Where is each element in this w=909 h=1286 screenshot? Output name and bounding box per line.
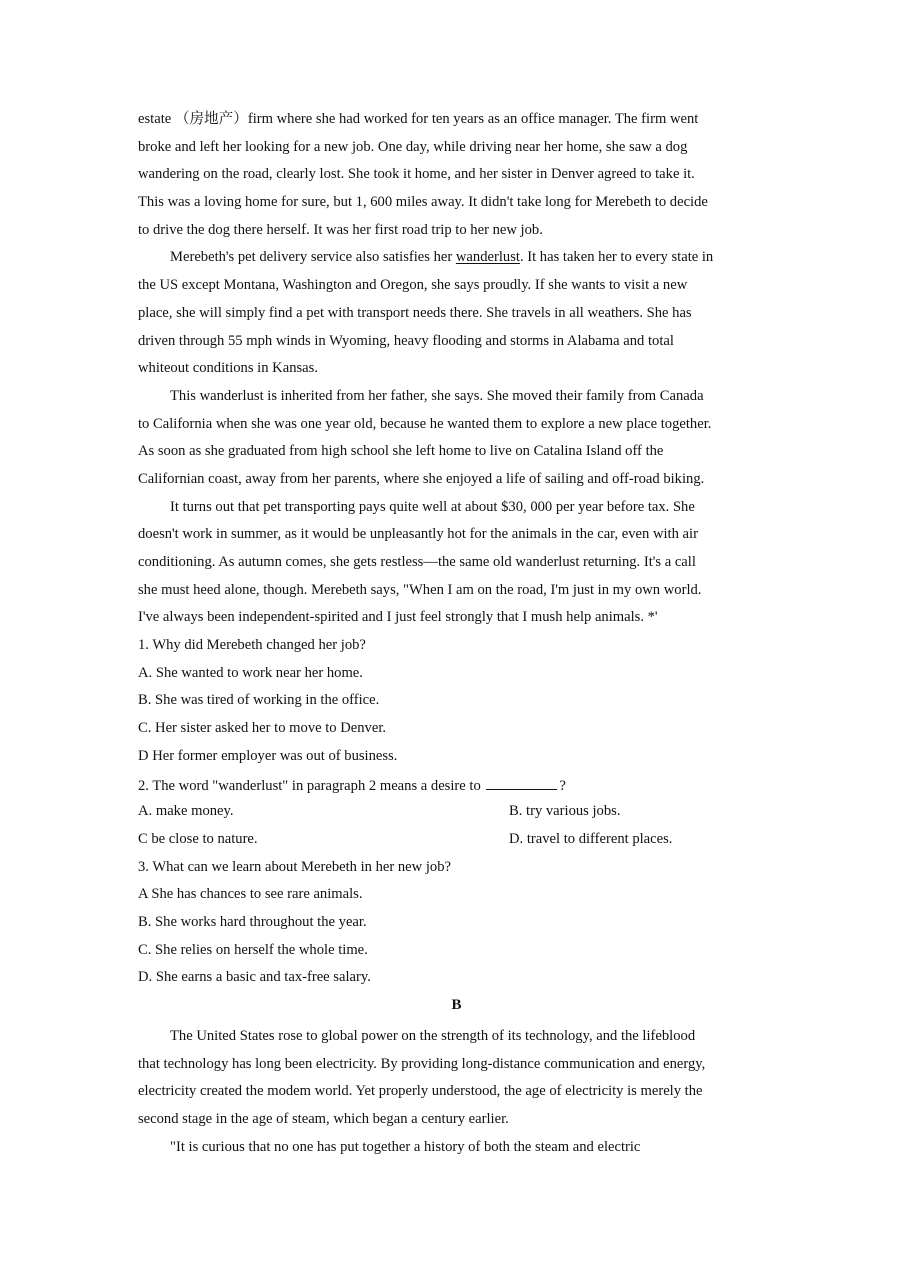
text-line: Californian coast, away from her parents, where she enjoyed a life of sailing and off-road biking. bbox=[138, 470, 705, 487]
text-segment: . It has taken her to every state in bbox=[519, 249, 714, 266]
passage-b-paragraph-2 bbox=[138, 1134, 770, 1162]
passage-a-paragraph-2 bbox=[138, 244, 770, 382]
text-line: This wanderlust is inherited from her father, she says. She moved their family from Canada bbox=[170, 387, 704, 404]
text-line: she must heed alone, though. Merebeth says, "When I am on the road, I'm just in my own world. bbox=[138, 581, 702, 598]
text-line: broke and left her looking for a new job. One day, while driving near her home, she saw a dog bbox=[138, 138, 688, 155]
text-line: "It is curious that no one has put together a history of both the steam and electric bbox=[170, 1138, 641, 1155]
text-line: estate （房地产）firm where she had worked for ten years as an office manager. The firm went bbox=[138, 111, 699, 127]
text-line: As soon as she graduated from high school she left home to live on Catalina Island off the bbox=[138, 443, 664, 460]
passage-a-paragraph-1 bbox=[138, 106, 770, 244]
text-line: place, she will simply find a pet with transport needs there. She travels in all weathers. She has bbox=[138, 304, 692, 321]
answer-option: A. She wanted to work near her home. bbox=[138, 664, 363, 681]
answer-option: A. make money. bbox=[138, 803, 234, 820]
answer-option: D. She earns a basic and tax-free salary. bbox=[138, 969, 371, 986]
text-line: The United States rose to global power on the strength of its technology, and the lifeblood bbox=[170, 1028, 696, 1044]
question-3 bbox=[138, 854, 770, 992]
text-line: electricity created the modem world. Yet properly understood, the age of electricity is merely the bbox=[138, 1083, 703, 1100]
text-line: that technology has long been electricity. By providing long-distance communication and energy, bbox=[138, 1055, 706, 1072]
underlined-word: wanderlust bbox=[455, 249, 520, 266]
stem-text: 2. The word "wanderlust" in paragraph 2 means a desire to bbox=[138, 777, 481, 794]
answer-option: C. She relies on herself the whole time. bbox=[138, 941, 368, 958]
text-line: This was a loving home for sure, but 1, 600 miles away. It didn't take long for Merebeth to decide bbox=[138, 194, 708, 211]
question-stem: 3. What can we learn about Merebeth in her new job? bbox=[138, 858, 451, 875]
answer-option: B. try various jobs. bbox=[509, 803, 621, 820]
question-stem bbox=[138, 771, 770, 799]
passage-b-paragraph-1 bbox=[138, 1023, 770, 1134]
passage-a-paragraph-3 bbox=[138, 383, 770, 494]
option-row bbox=[138, 798, 770, 826]
question-2 bbox=[138, 771, 770, 854]
answer-blank bbox=[486, 771, 557, 790]
question-stem: 1. Why did Merebeth changed her job? bbox=[138, 637, 366, 654]
question-1 bbox=[138, 632, 770, 770]
option-row bbox=[138, 826, 770, 854]
text-line: doesn't work in summer, as it would be unpleasantly hot for the animals in the car, even with air bbox=[138, 526, 698, 543]
text-line bbox=[138, 244, 770, 272]
answer-option: D. travel to different places. bbox=[509, 830, 673, 847]
answer-option: C be close to nature. bbox=[138, 830, 258, 847]
text-line: It turns out that pet transporting pays quite well at about $30, 000 per year before tax. She bbox=[170, 498, 695, 515]
answer-option: B. She was tired of working in the office. bbox=[138, 692, 380, 709]
answer-option: B. She works hard throughout the year. bbox=[138, 913, 367, 930]
passage-a-paragraph-4 bbox=[138, 494, 770, 632]
section-heading: B bbox=[451, 997, 462, 1013]
text-line: whiteout conditions in Kansas. bbox=[138, 360, 318, 377]
answer-option: D Her former employer was out of business. bbox=[138, 747, 398, 764]
answer-option: A She has chances to see rare animals. bbox=[138, 886, 363, 903]
text-segment: Merebeth's pet delivery service also satisfies her bbox=[170, 249, 456, 266]
text-line: to California when she was one year old, because he wanted them to explore a new place together. bbox=[138, 415, 712, 432]
text-line: conditioning. As autumn comes, she gets restless—the same old wanderlust returning. It's a call bbox=[138, 554, 696, 570]
text-line: the US except Montana, Washington and Oregon, she says proudly. If she wants to visit a new bbox=[138, 277, 688, 294]
text-line: to drive the dog there herself. It was her first road trip to her new job. bbox=[138, 221, 543, 238]
text-line: second stage in the age of steam, which began a century earlier. bbox=[138, 1111, 509, 1128]
text-line: driven through 55 mph winds in Wyoming, heavy flooding and storms in Alabama and total bbox=[138, 332, 674, 349]
document-body bbox=[138, 106, 770, 1161]
text-line: wandering on the road, clearly lost. She took it home, and her sister in Denver agreed to take it. bbox=[138, 166, 695, 183]
stem-text: ? bbox=[559, 777, 566, 794]
answer-option: C. Her sister asked her to move to Denver. bbox=[138, 720, 387, 737]
text-line: I've always been independent-spirited and I just feel strongly that I mush help animals. *' bbox=[138, 609, 658, 626]
